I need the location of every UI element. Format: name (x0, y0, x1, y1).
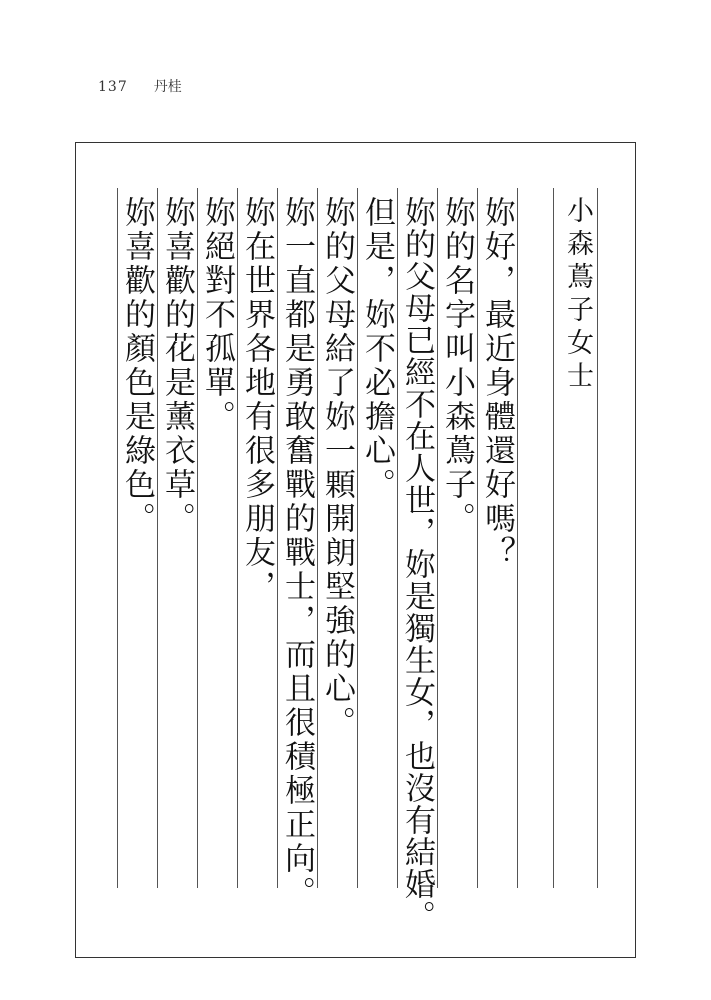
letter-line-4: 但是，妳不必擔心。 (359, 196, 395, 502)
letter-line-1: 妳好，最近身體還好嗎？ (479, 196, 515, 570)
ruled-line (397, 188, 398, 888)
letter-recipient: 小森蔦子女士 (562, 196, 593, 394)
section-title: 丹桂 (153, 79, 182, 95)
ruled-line (597, 188, 598, 888)
ruled-line (197, 188, 198, 888)
letter-line-2: 妳的名字叫小森蔦子。 (439, 196, 475, 536)
ruled-line (553, 188, 554, 888)
letter-line-8: 妳絕對不孤單。 (199, 196, 235, 434)
letter-line-7: 妳在世界各地有很多朋友， (239, 196, 275, 604)
letter-line-10: 妳喜歡的顏色是綠色。 (119, 196, 155, 536)
ruled-line (157, 188, 158, 888)
ruled-line (517, 188, 518, 888)
letter-line-9: 妳喜歡的花是薰衣草。 (159, 196, 195, 536)
page-number: 137 (98, 79, 128, 95)
letter-line-3: 妳的父母已經不在人世，妳是獨生女，也沒有結婚。 (399, 196, 435, 932)
ruled-line (277, 188, 278, 888)
ruled-line (317, 188, 318, 888)
ruled-line (477, 188, 478, 888)
letter-line-5: 妳的父母給了妳一顆開朗堅強的心。 (319, 196, 355, 740)
ruled-line (117, 188, 118, 888)
page-header (98, 76, 182, 96)
ruled-line (437, 188, 438, 888)
ruled-line (237, 188, 238, 888)
ruled-line (357, 188, 358, 888)
letter-line-6: 妳一直都是勇敢奮戰的戰士，而且很積極正向。 (279, 196, 315, 910)
